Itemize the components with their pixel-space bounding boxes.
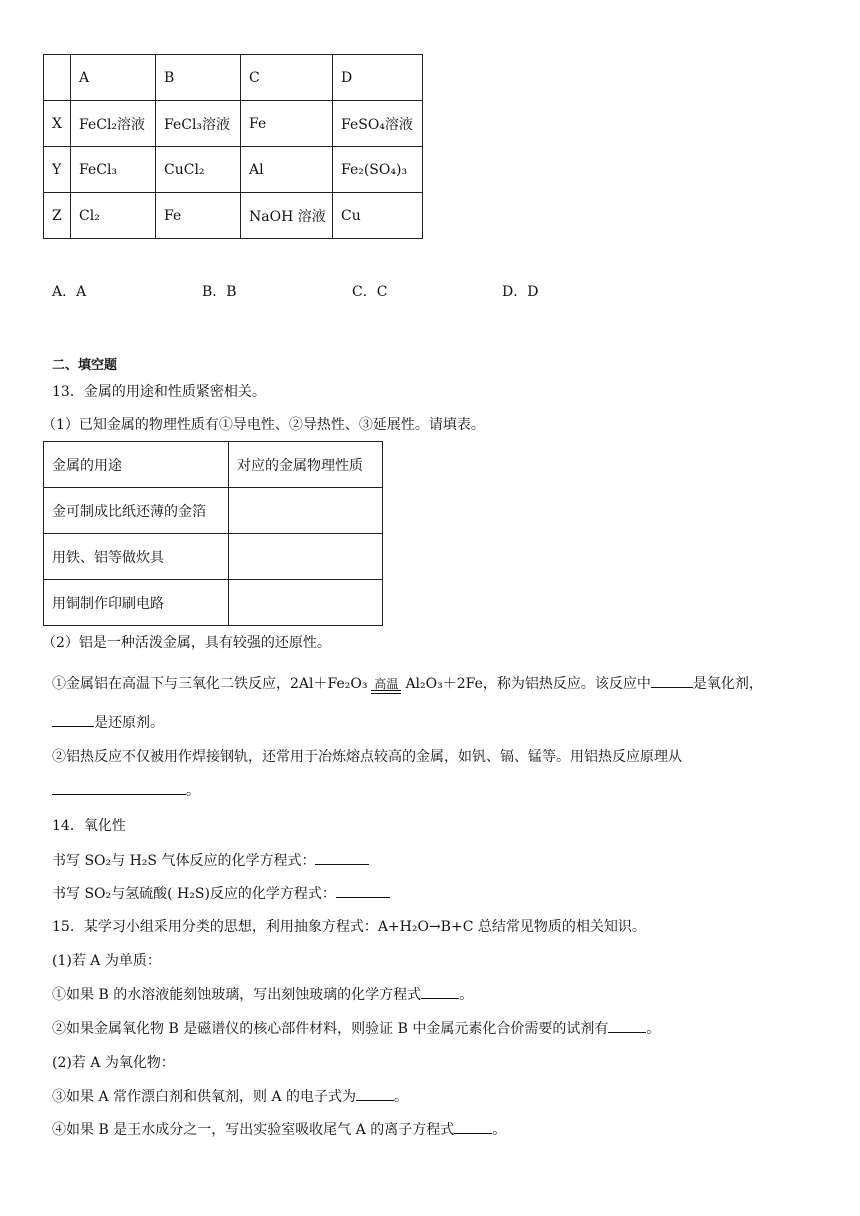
q15-p2: (2)若 A 为氧化物： <box>52 1055 175 1071</box>
table-cell: 用铁、铝等做炊具 <box>44 534 229 580</box>
choice-table <box>43 54 423 239</box>
answer-cell[interactable] <box>229 488 383 534</box>
q14-line1 <box>52 850 369 870</box>
q15-l1 <box>52 984 473 1004</box>
table-row <box>44 101 423 147</box>
q13-line2 <box>52 712 164 732</box>
q13-line3: ②铝热反应不仅被用作焊接钢轨，还常用于冶炼熔点较高的金属，如钒、镉、锰等。用铝热反应原理从 <box>52 749 682 765</box>
property-table <box>43 441 383 626</box>
table-row <box>44 534 383 580</box>
q13-line4 <box>52 780 200 800</box>
table-cell: 金可制成比纸还薄的金箔 <box>44 488 229 534</box>
q14-stem: 14．氧化性 <box>52 818 126 834</box>
table-cell: Z <box>44 193 71 239</box>
table-cell: Fe <box>156 193 241 239</box>
q13-part2: （2）铝是一种活泼金属，具有较强的还原性。 <box>42 635 331 651</box>
table-row <box>44 488 383 534</box>
text: 是氧化剂， <box>692 676 763 692</box>
option-d[interactable]: D．D <box>502 284 539 300</box>
answer-blank[interactable] <box>608 1018 646 1033</box>
answer-blank[interactable] <box>651 673 693 688</box>
text: 书写 SO₂与氢硫酸( H₂S)反应的化学方程式： <box>52 886 336 902</box>
table-cell: 金属的用途 <box>44 442 229 488</box>
text: Al₂O₃＋2Fe，称为铝热反应。该反应中 <box>405 676 651 692</box>
text: 。 <box>186 783 200 799</box>
q13-line1 <box>52 673 763 693</box>
answer-blank[interactable] <box>421 984 459 999</box>
table-cell: D <box>333 55 423 101</box>
table-row <box>44 580 383 626</box>
table-cell: Cu <box>333 193 423 239</box>
answer-cell[interactable] <box>229 580 383 626</box>
text: 书写 SO₂与 H₂S 气体反应的化学方程式： <box>52 853 316 869</box>
table-row <box>44 55 423 101</box>
table-cell <box>44 55 71 101</box>
table-cell: Fe₂(SO₄)₃ <box>333 147 423 193</box>
text: ③如果 A 常作漂白剂和供氧剂，则 A 的电子式为 <box>52 1089 357 1105</box>
option-c[interactable]: C．C <box>352 284 388 300</box>
text: 。 <box>646 1021 661 1037</box>
table-cell: CuCl₂ <box>156 147 241 193</box>
text: 。 <box>459 987 474 1003</box>
table-cell: FeCl₂溶液 <box>71 101 156 147</box>
answer-blank[interactable] <box>336 883 390 898</box>
answer-blank[interactable] <box>315 850 369 865</box>
q15-p1: (1)若 A 为单质： <box>52 953 161 969</box>
table-cell: Fe <box>241 101 333 147</box>
option-a[interactable]: A．A <box>52 284 87 300</box>
q13-part1: （1）已知金属的物理性质有①导电性、②导热性、③延展性。请填表。 <box>42 417 485 433</box>
table-row <box>44 193 423 239</box>
text: 。 <box>492 1122 507 1138</box>
answer-blank[interactable] <box>454 1119 492 1134</box>
q15-l4 <box>52 1119 506 1139</box>
text: 。 <box>394 1089 409 1105</box>
table-cell: FeSO₄溶液 <box>333 101 423 147</box>
reaction-condition: 高温 <box>371 675 401 692</box>
text: ①如果 B 的水溶液能刻蚀玻璃，写出刻蚀玻璃的化学方程式 <box>52 987 422 1003</box>
text: 是还原剂。 <box>94 715 164 731</box>
table-cell: C <box>241 55 333 101</box>
table-cell: FeCl₃ <box>71 147 156 193</box>
q14-line2 <box>52 883 390 903</box>
section-title: 二、填空题 <box>52 358 118 373</box>
text: ④如果 B 是王水成分之一，写出实验室吸收尾气 A 的离子方程式 <box>52 1122 455 1138</box>
q15-stem: 15．某学习小组采用分类的思想，利用抽象方程式：A+H₂O→B+C 总结常见物质的相关知识。 <box>52 919 646 935</box>
answer-blank[interactable] <box>356 1086 394 1101</box>
table-cell: Al <box>241 147 333 193</box>
q13-stem: 13．金属的用途和性质紧密相关。 <box>52 384 266 400</box>
table-cell: 用铜制作印刷电路 <box>44 580 229 626</box>
text: ①金属铝在高温下与三氧化二铁反应，2Al＋Fe₂O₃ <box>52 676 368 692</box>
table-row <box>44 442 383 488</box>
table-cell: Y <box>44 147 71 193</box>
answer-cell[interactable] <box>229 534 383 580</box>
answer-blank[interactable] <box>52 712 94 727</box>
answer-blank[interactable] <box>52 780 186 795</box>
table-cell: NaOH 溶液 <box>241 193 333 239</box>
table-cell: B <box>156 55 241 101</box>
table-cell: X <box>44 101 71 147</box>
text: ②如果金属氧化物 B 是磁谱仪的核心部件材料，则验证 B 中金属元素化合价需要的试剂有 <box>52 1021 609 1037</box>
option-b[interactable]: B．B <box>202 284 237 300</box>
table-cell: A <box>71 55 156 101</box>
q15-l2 <box>52 1018 660 1038</box>
table-cell: 对应的金属物理性质 <box>229 442 383 488</box>
table-row <box>44 147 423 193</box>
table-cell: FeCl₃溶液 <box>156 101 241 147</box>
table-cell: Cl₂ <box>71 193 156 239</box>
q15-l3 <box>52 1086 408 1106</box>
